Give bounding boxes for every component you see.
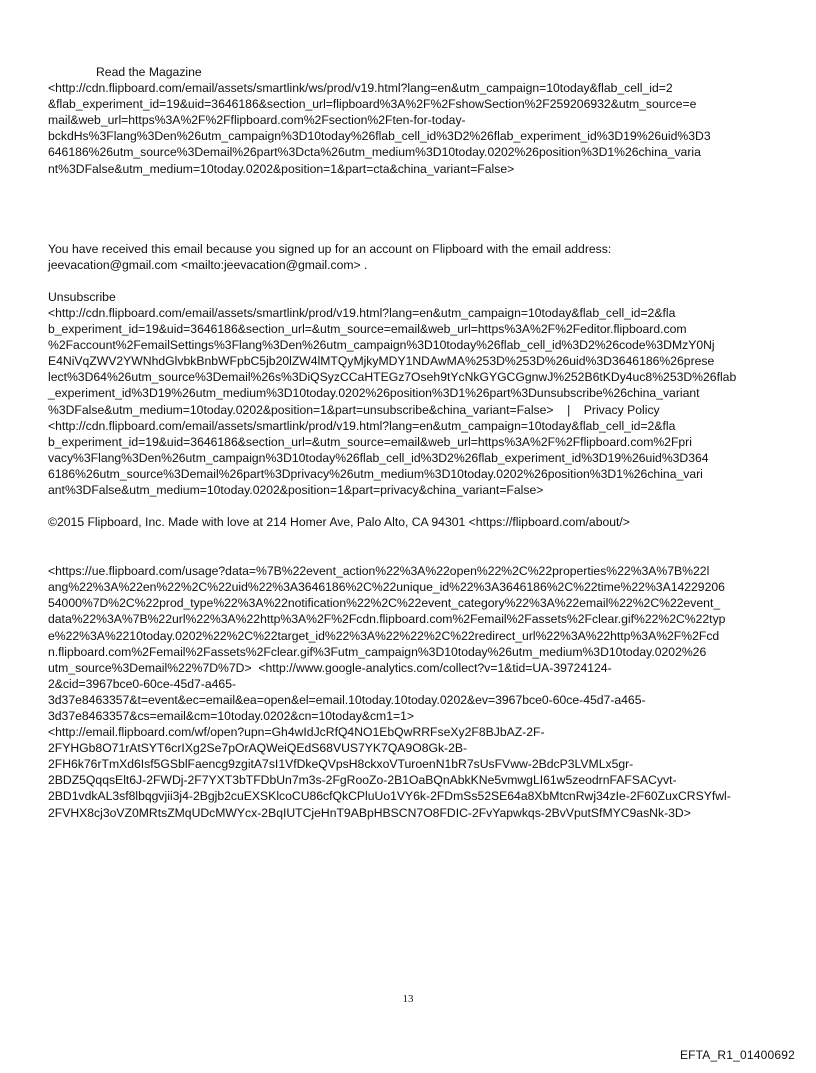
copyright-line: ©2015 Flipboard, Inc. Made with love at 214 Homer Ave, Palo Alto, CA 94301 <https://flipboard.com/about/>: [48, 515, 630, 530]
tracking-url-line[interactable]: 3d37e8463357&cs=email&cm=10today.0202&cn=10today&cm1=1>: [48, 709, 415, 723]
spacer: [48, 177, 772, 241]
tracking-url-line[interactable]: 2FYHGb8O71rAtSYT6crIXg2Se7pOrAQWeiQEdS68VUS7YK7QA9O8Gk-2B-: [48, 741, 468, 756]
spacer: [48, 530, 772, 563]
tracking-url-line[interactable]: 2FH6k76rTmXd6Isf5GSblFaencg9zgitA7sI1VfDkeQVpsH8ckxoVTuroenN1bR7sUsFVww-2BdcP3LVMLx5gr-: [48, 757, 634, 772]
received-notice-email[interactable]: jeevacation@gmail.com <mailto:jeevacation@gmail.com> .: [48, 257, 368, 272]
tracking-url-line[interactable]: 2FVHX8cj3oVZ0MRtsZMqUDcMWYcx-2BqIUTCjeHnT9ABpHBSCN7O8FDIC-2FvYapwkqs-2BvVputSfMYC9asNk-3D>: [48, 805, 691, 820]
read-magazine-url-line[interactable]: nt%3DFalse&utm_medium=10today.0202&position=1&part=cta&china_variant=False>: [48, 161, 515, 176]
spacer: [48, 498, 772, 514]
page-number: 13: [402, 993, 414, 1005]
tracking-url-line[interactable]: n.flipboard.com%2Femail%2Fassets%2Fclear.gif%3Futm_campaign%3D10today%26utm_medium%3D10today.0202%26: [48, 644, 707, 659]
unsubscribe-url-line[interactable]: _experiment_id%3D19%26utm_medium%3D10today.0202%26position%3D1%26part%3Dunsubscribe%26china_variant: [48, 386, 700, 401]
tracking-url-line[interactable]: data%22%3A%7B%22url%22%3A%22http%3A%2F%2Fcdn.flipboard.com%2Femail%2Fassets%2Fclear.gif%22%2C%22typ: [48, 612, 726, 627]
read-magazine-url-line[interactable]: &flab_experiment_id=19&uid=3646186&section_url=flipboard%3A%2F%2FshowSection%2F259206932&utm_source=e: [48, 97, 697, 112]
email-document-body: [48, 64, 772, 821]
tracking-url-line[interactable]: ang%22%3A%22en%22%2C%22uid%22%3A3646186%2C%22unique_id%22%3A3646186%2C%22time%22%3A14229206: [48, 580, 725, 595]
unsubscribe-url-line[interactable]: b_experiment_id=19&uid=3646186&section_url=&utm_source=email&web_url=https%3A%2F%2Feditor.flipboard.com: [48, 322, 687, 337]
privacy-url-line[interactable]: vacy%3Flang%3Den%26utm_campaign%3D10today%26flab_cell_id%3D2%26flab_experiment_id%3D19%26uid%3D364: [48, 450, 709, 465]
unsubscribe-url-line[interactable]: E4NiVqZWV2YWNhdGlvbkBnbWFpbC5jb20lZW4lMTQyMjkyMDY1NDAwMA%253D%253D%26uid%3D3646186%26prese: [48, 354, 715, 369]
tracking-url-line[interactable]: 2&cid=3967bce0-60ce-45d7-a465-: [48, 676, 237, 691]
privacy-policy-link-line[interactable]: %3DFalse&utm_medium=10today.0202&position=1&part=unsubscribe&china_variant=False> | Privacy Policy: [48, 402, 660, 417]
tracking-url-line[interactable]: 2BD1vdkAL3sf8lbqgvjii3j4-2Bgjb2cuEXSKlcoCU86cfQkCPluUo1VY6k-2FDmSs52SE64a8XbMtcnRwj34zIe-2F60ZuxCRSYfwl-: [48, 789, 731, 804]
tracking-url-line[interactable]: e%22%3A%2210today.0202%22%2C%22target_id%22%3A%22%22%2C%22redirect_url%22%3A%22http%3A%2F%2Fcd: [48, 628, 720, 643]
tracking-url-line[interactable]: 54000%7D%2C%22prod_type%22%3A%22notification%22%2C%22event_category%22%3A%22email%22%2C%22event_: [48, 596, 721, 611]
tracking-url-line[interactable]: 2BDZ5QqqsElt6J-2FWDj-2F7YXT3bTFDbUn7m3s-2FgRooZo-2B1OaBQnAbkKNe5vmwgLI61w5zeodrnFAFSACyvt-: [48, 773, 677, 788]
tracking-url-line[interactable]: 3d37e8463357&t=event&ec=email&ea=open&el=email.10today.10today.0202&ev=3967bce0-60ce-45d7-a465-: [48, 692, 646, 707]
unsubscribe-label[interactable]: Unsubscribe: [48, 289, 116, 304]
tracking-url-line[interactable]: utm_source%3Demail%22%7D%7D> <http://www.google-analytics.com/collect?v=1&tid=UA-39724124-: [48, 660, 612, 675]
unsubscribe-url-line[interactable]: lect%3D64%26utm_source%3Demail%26s%3DiQSyzCCaHTEGz7Oseh9tYcNkGYGCGgnwJ%252B6tKDy4uc8%253D%26flab: [48, 370, 737, 385]
privacy-url-line[interactable]: b_experiment_id=19&uid=3646186&section_url=&utm_source=email&web_url=https%3A%2F%2Fflipboard.com%2Fpri: [48, 434, 692, 449]
read-magazine-url-line[interactable]: bckdHs%3Flang%3Den%26utm_campaign%3D10today%26flab_cell_id%3D2%26flab_experiment_id%3D19%26uid%3D3: [48, 129, 711, 144]
read-magazine-label[interactable]: Read the Magazine: [96, 65, 202, 79]
received-notice-line: You have received this email because you signed up for an account on Flipboard with the email address:: [48, 241, 612, 256]
document-id: EFTA_R1_01400692: [679, 1048, 795, 1062]
privacy-url-line[interactable]: ant%3DFalse&utm_medium=10today.0202&position=1&part=privacy&china_variant=False>: [48, 482, 544, 497]
read-magazine-url-line[interactable]: mail&web_url=https%3A%2F%2Fflipboard.com%2Fsection%2Ften-for-today-: [48, 113, 466, 128]
read-magazine-url-line[interactable]: <http://cdn.flipboard.com/email/assets/smartlink/ws/prod/v19.html?lang=en&utm_campaign=10today&flab_cell_id=2: [48, 81, 673, 96]
privacy-url-line[interactable]: <http://cdn.flipboard.com/email/assets/smartlink/prod/v19.html?lang=en&utm_campaign=10today&flab_cell_id=2&fla: [48, 418, 676, 433]
read-magazine-url-line[interactable]: 646186%26utm_source%3Demail%26part%3Dcta%26utm_medium%3D10today.0202%26position%3D1%26china_varia: [48, 145, 701, 160]
privacy-url-line[interactable]: 6186%26utm_source%3Demail%26part%3Dprivacy%26utm_medium%3D10today.0202%26position%3D1%26china_vari: [48, 466, 703, 481]
unsubscribe-url-line[interactable]: <http://cdn.flipboard.com/email/assets/smartlink/prod/v19.html?lang=en&utm_campaign=10today&flab_cell_id=2&fla: [48, 305, 676, 320]
tracking-url-line[interactable]: <https://ue.flipboard.com/usage?data=%7B%22event_action%22%3A%22open%22%2C%22properties%22%3A%7B%22l: [48, 564, 710, 579]
spacer: [48, 273, 772, 289]
unsubscribe-url-line[interactable]: %2Faccount%2FemailSettings%3Flang%3Den%26utm_campaign%3D10today%26flab_cell_id%3D2%26code%3DMzY0Nj: [48, 338, 715, 353]
tracking-url-line[interactable]: <http://email.flipboard.com/wf/open?upn=Gh4wIdJcRfQ4NO1EbQwRRFseXy2F8BJbAZ-2F-: [48, 725, 545, 740]
